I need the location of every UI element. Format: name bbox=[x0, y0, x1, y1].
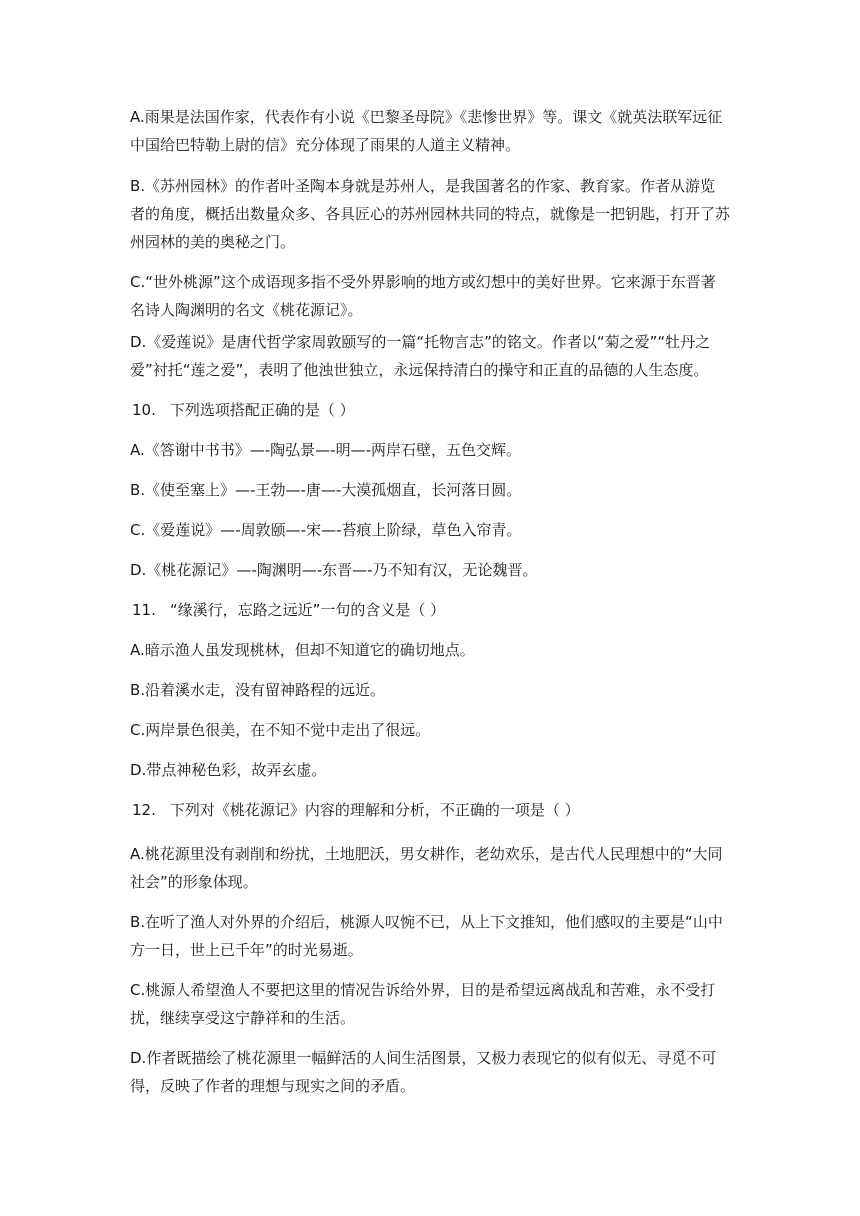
q11-option-b: B.沿着溪水走，没有留神路程的远近。 bbox=[130, 681, 386, 699]
prev-option-b: B.《苏州园林》的作者叶圣陶本身就是苏州人，是我国著名的作家、教育家。作者从游览者的角度，概括出数量众多、各具匠心的苏州园林共同的特点，就像是一把钥匙，打开了苏州园林的美的奥秘之门。 bbox=[130, 177, 731, 251]
q10-option-d: D.《桃花源记》—-陶渊明—-东晋—-乃不知有汉，无论魏晋。 bbox=[130, 561, 538, 579]
question-12 bbox=[132, 796, 732, 824]
q12-option-a: A.桃花源里没有剥削和纷扰，土地肥沃，男女耕作，老幼欢乐，是古代人民理想中的“大同社会”的形象体现。 bbox=[130, 845, 723, 891]
question-stem: 下列对《桃花源记》内容的理解和分析，不正确的一项是（ ） bbox=[169, 801, 580, 819]
question-number: 10. bbox=[132, 401, 156, 419]
q10-option-b: B.《使至塞上》—-王勃—-唐—-大漠孤烟直，长河落日圆。 bbox=[130, 481, 522, 499]
question-stem: “缘溪行，忘路之远近”一句的含义是（ ） bbox=[169, 601, 446, 619]
q11-option-d: D.带点神秘色彩，故弄玄虚。 bbox=[130, 761, 327, 779]
question-number: 11. bbox=[132, 601, 156, 619]
q12-option-b: B.在听了渔人对外界的介绍后，桃源人叹惋不已，从上下文推知，他们感叹的主要是“山中方一日，世上已千年”的时光易逝。 bbox=[130, 913, 723, 959]
q11-option-a: A.暗示渔人虽发现桃林，但却不知道它的确切地点。 bbox=[130, 641, 475, 659]
prev-option-a: A.雨果是法国作家，代表作有小说《巴黎圣母院》《悲惨世界》等。课文《就英法联军远征中国给巴特勒上尉的信》充分体现了雨果的人道主义精神。 bbox=[130, 108, 723, 154]
q12-option-d: D.作者既描绘了桃花源里一幅鲜活的人间生活图景，又极力表现它的似有似无、寻觅不可得，反映了作者的理想与现实之间的矛盾。 bbox=[130, 1049, 717, 1095]
question-10 bbox=[132, 396, 732, 424]
q12-option-c: C.桃源人希望渔人不要把这里的情况告诉给外界，目的是希望远离战乱和苦难，永不受打扰，继续享受这宁静祥和的生活。 bbox=[130, 981, 716, 1027]
question-number: 12. bbox=[132, 801, 156, 819]
question-stem: 下列选项搭配正确的是（ ） bbox=[169, 401, 355, 419]
q10-option-c: C.《爱莲说》—-周敦颐—-宋—-苔痕上阶绿，草色入帘青。 bbox=[130, 521, 522, 539]
q11-option-c: C.两岸景色很美，在不知不觉中走出了很远。 bbox=[130, 721, 431, 739]
question-11 bbox=[132, 596, 732, 624]
q10-option-a: A.《答谢中书书》—-陶弘景—-明—-两岸石壁，五色交辉。 bbox=[130, 441, 522, 459]
prev-option-c: C.“世外桃源”这个成语现多指不受外界影响的地方或幻想中的美好世界。它来源于东晋著名诗人陶渊明的名文《桃花源记》。 bbox=[130, 273, 716, 319]
prev-option-d: D.《爱莲说》是唐代哲学家周敦颐写的一篇“托物言志”的铭文。作者以“菊之爱”“牡丹之爱”衬托“莲之爱”，表明了他浊世独立，永远保持清白的操守和正直的品德的人生态度。 bbox=[130, 333, 711, 379]
